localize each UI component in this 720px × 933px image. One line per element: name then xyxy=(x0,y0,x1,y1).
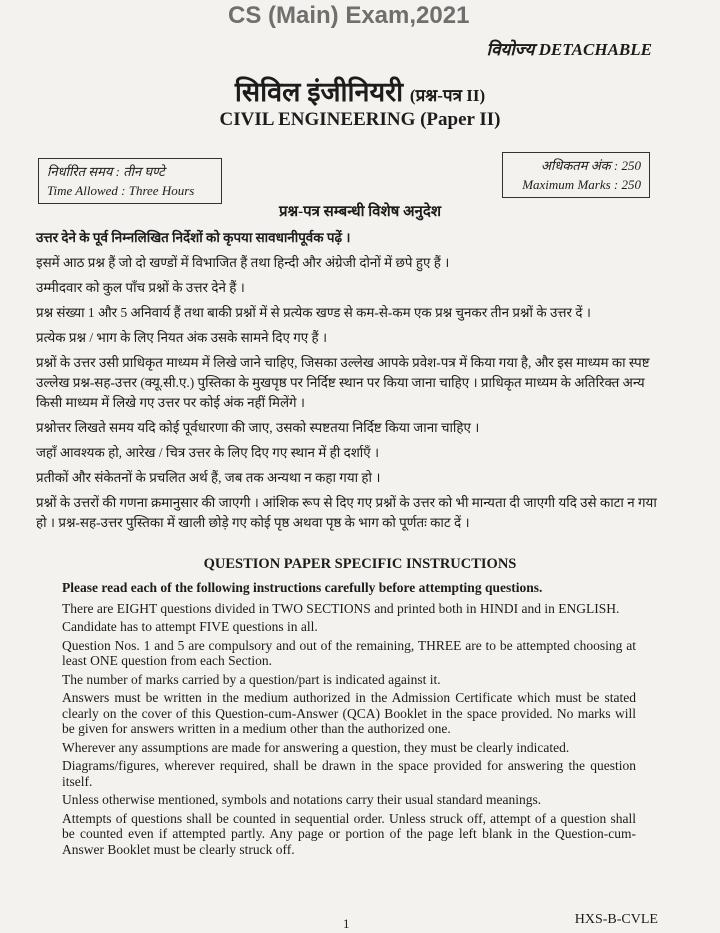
english-instruction: There are EIGHT questions divided in TWO SECTIONS and printed both in HINDI and in ENGLISH. xyxy=(62,600,620,616)
english-instruction: The number of marks carried by a question/part is indicated against it. xyxy=(62,671,441,687)
time-allowed-box xyxy=(38,158,222,204)
marks-hindi: अधिकतम अंक : 250 xyxy=(541,158,641,173)
hindi-instruction: प्रश्नोत्तर लिखते समय यदि कोई पूर्वधारणा की जाए, उसको स्पष्टतया निर्दिष्ट किया जाना चाहिए । xyxy=(36,420,480,435)
hindi-instruction: प्रतीकों और संकेतनों के प्रचलित अर्थ हैं, जब तक अन्यथा न कहा गया हो । xyxy=(36,470,381,485)
page-number: 1 xyxy=(343,916,350,931)
english-instructions-heading: QUESTION PAPER SPECIFIC INSTRUCTIONS xyxy=(203,556,517,572)
title-hindi-paper: (प्रश्न-पत्र II) xyxy=(409,86,486,105)
english-instruction: Wherever any assumptions are made for answering a question, they must be clearly indicated. xyxy=(62,739,570,755)
english-instruction: Answers must be written in the medium authorized in the Admission Certificate which must be stated clearly on the cover of this Question-cum-Answer (QCA) Booklet in the space provided. No marks will be given for answers written in a medium other than the authorized one. xyxy=(62,690,636,736)
english-instructions xyxy=(62,580,636,860)
english-instruction: Attempts of questions shall be counted in sequential order. Unless struck off, attempt of a question shall be counted even if attempted partly. Any page or portion of the page left blank in the Question-cum-Answer Booklet must be clearly struck off. xyxy=(62,810,636,857)
time-hindi: निर्धारित समय : तीन घण्टे xyxy=(47,164,165,179)
max-marks-box xyxy=(502,152,650,198)
english-instruction: Diagrams/figures, wherever required, shall be drawn in the space provided for answering the question itself. xyxy=(62,758,636,789)
time-english: Time Allowed : Three Hours xyxy=(47,183,195,198)
marks-english: Maximum Marks : 250 xyxy=(522,177,641,192)
hindi-instruction: प्रश्नों के उत्तरों की गणना क्रमानुसार की जाएगी । आंशिक रूप से दिए गए प्रश्नों के उत्तर को भी मान्यता दी जाएगी यदि उसे काटा न गया हो । प्रश्न-सह-उत्तर पुस्तिका में खाली छोड़े गए कोई पृष्ठ अथवा पृष्ठ के भाग को पूर्णतः काट दें । xyxy=(36,495,657,530)
hindi-instruction: उत्तर देने के पूर्व निम्नलिखित निर्देशों को कृपया सावधानीपूर्वक पढ़ें । xyxy=(36,230,351,245)
english-instruction: Question Nos. 1 and 5 are compulsory and out of the remaining, THREE are to be attempted choosing at least ONE question from each Section. xyxy=(62,637,636,668)
title-english-paper: (Paper II) xyxy=(420,109,501,130)
hindi-instruction: जहाँ आवश्यक हो, आरेख / चित्र उत्तर के लिए दिए गए स्थान में ही दर्शाएँ । xyxy=(36,445,380,460)
english-instruction-lead: Please read each of the following instructions carefully before attempting questions. xyxy=(62,580,543,595)
hindi-instruction: प्रत्येक प्रश्न / भाग के लिए नियत अंक उसके सामने दिए गए हैं । xyxy=(36,330,328,345)
paper-code: HXS-B-CVLE xyxy=(574,912,658,927)
title-hindi-text: सिविल इंजीनियरी xyxy=(234,77,404,107)
detachable-english: DETACHABLE xyxy=(538,40,652,59)
exam-stamp: CS (Main) Exam,2021 xyxy=(228,2,470,29)
hindi-instructions xyxy=(36,228,658,538)
hindi-instruction: उम्मीदवार को कुल पाँच प्रश्नों के उत्तर देने हैं । xyxy=(36,280,245,295)
title-hindi xyxy=(0,72,720,109)
hindi-instruction: प्रश्नों के उत्तर उसी प्राधिकृत माध्यम में लिखे जाने चाहिए, जिसका उल्लेख आपके प्रवेश-पत्र में किया गया है, और इस माध्यम का स्पष्ट उल्लेख प्रश्न-सह-उत्तर (क्यू.सी.ए.) पुस्तिका के मुखपृष्ठ पर निर्दिष्ट स्थान पर किया जाना चाहिए । प्राधिकृत माध्यम के अतिरिक्त अन्य किसी माध्यम में लिखे गए उत्तर पर कोई अंक नहीं मिलेंगे । xyxy=(36,355,650,410)
english-instruction: Unless otherwise mentioned, symbols and notations carry their usual standard meanings. xyxy=(62,792,542,807)
title-english-text: CIVIL ENGINEERING xyxy=(219,109,416,130)
english-instruction: Candidate has to attempt FIVE questions in all. xyxy=(62,619,318,634)
detachable-label xyxy=(487,37,652,60)
detachable-hindi: वियोज्य xyxy=(486,40,535,59)
hindi-instructions-heading: प्रश्न-पत्र सम्बन्धी विशेष अनुदेश xyxy=(278,204,442,220)
title-english xyxy=(0,109,720,131)
hindi-instruction: इसमें आठ प्रश्न हैं जो दो खण्डों में विभाजित हैं तथा हिन्दी और अंग्रेजी दोनों में छपे हुए हैं । xyxy=(36,255,450,270)
hindi-instruction: प्रश्न संख्या 1 और 5 अनिवार्य हैं तथा बाकी प्रश्नों में से प्रत्येक खण्ड से कम-से-कम एक प्रश्न चुनकर तीन प्रश्नों के उत्तर दें । xyxy=(36,305,591,320)
